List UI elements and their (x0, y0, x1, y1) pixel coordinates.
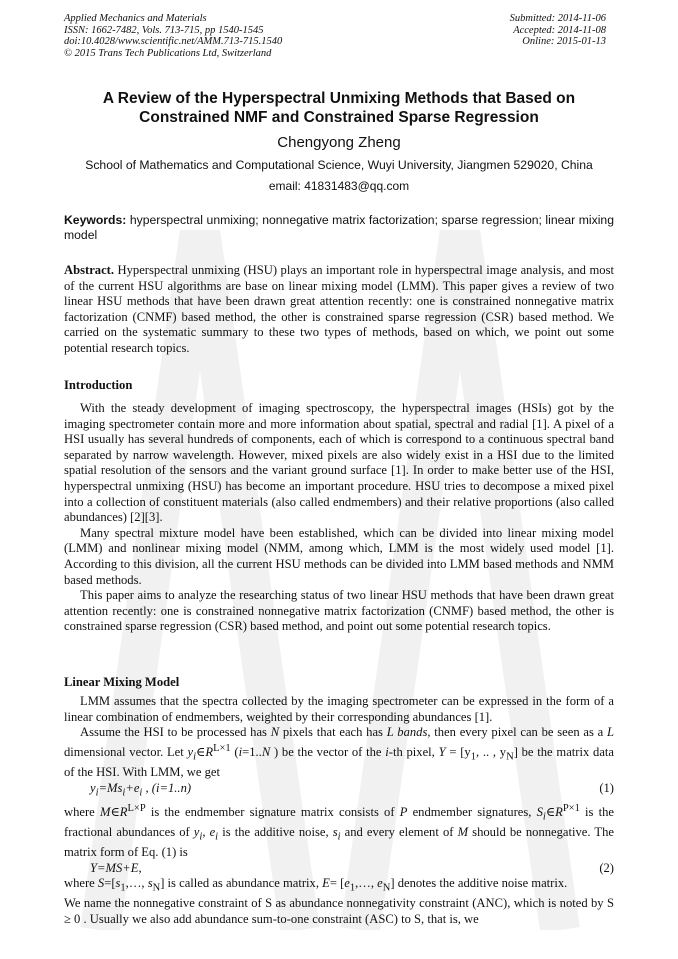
paragraph: With the steady development of imaging spectroscopy, the hyperspectral images (HSIs) got by the imaging spectrometer contain more and more information about spatial, spectral and radial [1]. A pixel of a HSI usually has several hundreds of components, each of which is correspond to a continuous spectral band separated by narrow wavelength. However, mixed pixels are also widely exist in a HSI due to the limited spatial resolution of the sensors and the variant ground surface [1]. In order to make better use of the HSI, hyperspectral unmixing (HSU) has become an important procedure. HSU tries to decompose a mixed pixel into a collection of constituent materials (also called endmembers) and their relative proportions (also called abundances) [2][3]. (64, 401, 614, 525)
paragraph: This paper aims to analyze the researching status of two linear HSU methods that have been drawn great attention recently: one is constrained nonnegative matrix factorization (CNMF) based method, the other is constrained sparse regression (CSR) based method, and point out some potential research topics. (64, 588, 614, 634)
paragraph: where $M\in R^{L\times P}$ is the endmember signature matrix consists of P endmember signatures, $S_i\in R^{P\times 1}$ is the fractional abundances of $y_i$, $e_i$ is the additive noise, $s_i$ and every element of M should be nonnegative. The matrix form of Eq. (1) is (64, 802, 615, 860)
submission-dates (510, 13, 606, 48)
title-line: A Review of the Hyperspectral Unmixing Methods that Based on (102, 90, 576, 107)
introduction-heading: Introduction (64, 378, 133, 392)
equation-number: (1) (599, 780, 614, 795)
introduction-body (64, 401, 614, 635)
journal-issn: ISSN: 1662-7482, Vols. 713-715, pp 1540-1545 (64, 24, 264, 36)
paragraph: LMM assumes that the spectra collected by the imaging spectrometer can be expressed in the form of a linear combination of endmembers, weighted by their corresponding abundances [1]. (64, 694, 614, 724)
journal-doi: doi:10.4028/www.scientific.net/AMM.713-715.1540 (64, 36, 283, 47)
author-email: email: 41831483@qq.com (268, 179, 410, 193)
keywords (64, 213, 614, 243)
lmm-body (64, 694, 614, 928)
equation-1: $y_i=Ms_i+e_i$ , (i=1..n) (1) (64, 781, 614, 801)
paragraph: where $S=[s_1,\dots$, $s_N$] is called as abundance matrix, $E= [e_1,\dots$, $e_N$] denotes the additive noise matrix. (64, 876, 568, 894)
paragraph: Many spectral mixture model have been established, which can be divided into linear mixing model (LMM) and nonlinear mixing model (NMM, among which, LMM is the most widely used model [1]. According to this division, all the current HSU methods can be divided into LMM based methods and NMM based methods. (64, 525, 614, 587)
keywords-text: hyperspectral unmixing; nonnegative matrix factorization; sparse regression; linear mixing model (64, 213, 614, 242)
equation-2: Y=MS+E, (2) (90, 860, 614, 875)
title-line: Constrained NMF and Constrained Sparse Regression (139, 109, 539, 126)
affiliation: School of Mathematics and Computational Science, Wuyi University, Jiangmen 529020, China (85, 158, 593, 172)
keywords-label: Keywords: (64, 213, 127, 227)
accepted-date: Accepted: 2014-11-08 (513, 24, 606, 36)
paper-title (40, 89, 638, 127)
paragraph: Assume the HSI to be processed has N pixels that each has L bands, then every pixel can be seen as a L dimensional vector. Let $y_i\in R^{L\times 1}$ (i=1..N ) be the vector of the i-th pixel, $Y = [y_1$, .. , $y_N$] be the matrix data of the HSI. With LMM, we get (64, 725, 614, 780)
lmm-heading: Linear Mixing Model (64, 675, 180, 689)
abstract-text: Hyperspectral unmixing (HSU) plays an important role in hyperspectral image analysis, and most of the current HSU algorithms are base on linear mixing model (LMM). This paper gives a review of two linear HSU methods that have been drawn great attention recently: one is constrained nonnegative matrix factorization (CNMF) based method, the other is constrained sparse regression (CSR) based method. We carried on the systematic summary to these two types of methods, based on which, we point out some potential research topics. (64, 263, 614, 355)
equation-number: (2) (599, 860, 614, 875)
abstract-label: Abstract. (64, 263, 115, 277)
submitted-date: Submitted: 2014-11-06 (509, 13, 606, 24)
abstract (64, 263, 614, 357)
author-name: Chengyong Zheng (277, 134, 401, 151)
journal-info (64, 13, 282, 59)
journal-copyright: © 2015 Trans Tech Publications Ltd, Switzerland (64, 47, 272, 59)
journal-name: Applied Mechanics and Materials (64, 13, 207, 24)
paragraph: We name the nonnegative constraint of S as abundance nonnegativity constraint (ANC), which is noted by S ≥ 0 . Usually we also add abundance sum-to-one constraint (ASC) to S, that is, we (64, 896, 614, 927)
online-date: Online: 2015-01-13 (522, 36, 606, 47)
